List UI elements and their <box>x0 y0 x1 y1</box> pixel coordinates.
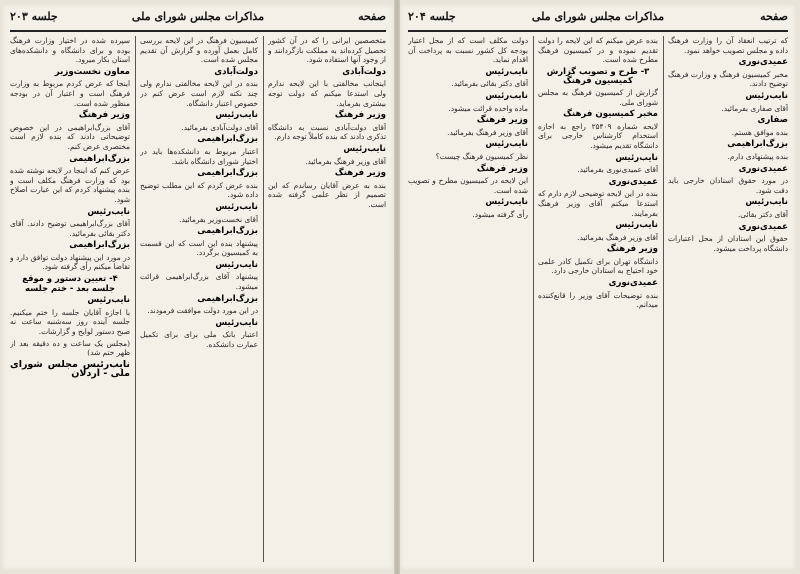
paragraph: دانشگاه تهران برای تکمیل کادر علمی خود احتیاج به استادان خارجی دارد. <box>538 256 658 276</box>
speaker-name: نایب‌رئیس <box>215 259 258 270</box>
speaker-line <box>10 240 130 251</box>
paragraph: آقای صفاری بفرمائید. <box>721 103 788 113</box>
text-column-right <box>268 36 386 562</box>
paragraph: رأی گرفته میشود. <box>472 209 528 219</box>
header-rule <box>408 30 788 32</box>
speaker-name: بزرگ‌ابراهیمی <box>727 139 788 150</box>
paragraph: آقای وزیر فرهنگ بفرمائید. <box>447 127 528 137</box>
left-page <box>2 4 394 570</box>
speaker-name: نایب‌رئیس <box>485 90 528 101</box>
paragraph: اعتبار مربوط به دانشکده‌ها باید در اختیار شورای دانشگاه باشد. <box>140 146 258 166</box>
speaker-line <box>668 57 788 68</box>
text-column-right <box>668 36 788 562</box>
speaker-line <box>10 295 130 306</box>
speaker-name: وزیر فرهنگ <box>476 115 528 126</box>
speaker-name: نایب‌رئیس <box>87 295 130 306</box>
speaker-name: صفاری <box>757 115 788 126</box>
paragraph: مخبر کمیسیون فرهنگ و وزارت فرهنگ توضیح دادند. <box>668 69 788 89</box>
speaker-name: مخبر کمیسیون فرهنگ <box>563 109 658 120</box>
paragraph: با اجازه آقایان جلسه را ختم میکنیم. جلسه آینده روز سه‌شنبه ساعت نه صبح دستور لوایح و گزارشات. <box>10 307 130 337</box>
paragraph: اعتبار بانک ملی برای برای تکمیل عمارت دانشکده. <box>140 330 258 350</box>
speaker-name: نایب‌رئیس <box>215 201 258 212</box>
paragraph: آقای عمیدی‌نوری بفرمائید. <box>577 165 658 175</box>
speaker-name: معاون نخست‌وزیر <box>54 66 130 77</box>
speaker-line <box>10 207 130 218</box>
paragraph: که ترتیب انعقاد آن را وزارت فرهنگ داده و مجلس تصویب خواهد نمود. <box>668 36 788 55</box>
speaker-name: نایب‌رئیس <box>485 197 528 208</box>
page-label: صفحه <box>358 10 386 23</box>
paragraph: آقای دکتر بقائی. <box>737 209 788 219</box>
page-header <box>408 10 788 28</box>
paragraph: این لایحه در کمیسیون مطرح و تصویب شده است. <box>408 176 528 195</box>
text-column-middle <box>140 36 258 562</box>
speaker-line <box>668 91 788 102</box>
closing-signature: نایب‌رئیس مجلس شورای ملی - اردلان <box>10 358 130 380</box>
paragraph: آقای دکتر بقائی بفرمائید. <box>451 79 528 89</box>
page-label: صفحه <box>760 10 788 23</box>
speaker-line <box>408 115 528 126</box>
speaker-name: نایب‌رئیس <box>215 110 258 121</box>
speaker-line <box>538 109 658 120</box>
speaker-line <box>408 139 528 150</box>
speaker-line <box>140 202 258 213</box>
column-divider <box>135 36 136 562</box>
paragraph: در مورد حقوق استادان خارجی باید دقت شود. <box>668 176 788 195</box>
page-header <box>10 10 386 28</box>
speaker-line <box>538 244 658 255</box>
paragraph: بنده در این لایحه توضیحی لازم دارم که استدعا میکنم آقای وزیر فرهنگ بفرمایند. <box>538 189 658 218</box>
speaker-name: وزیر فرهنگ <box>476 163 528 174</box>
paragraph: بنده موافق هستم. <box>731 127 788 137</box>
speaker-line <box>10 110 130 121</box>
paragraph: حقوق این استادان از محل اعتبارات دانشگاه پرداخت میشود. <box>668 234 788 253</box>
speaker-line <box>538 278 658 289</box>
paragraph: اینجا که عرض کردم مربوط به وزارت فرهنگ است و اعتبار آن در بودجه منظور شده است. <box>10 79 130 108</box>
speaker-line <box>668 115 788 126</box>
speaker-line <box>408 67 528 78</box>
speaker-line <box>140 67 258 78</box>
speaker-name: نایب‌رئیس <box>87 206 130 217</box>
speaker-name: عمیدی‌نوری <box>738 221 788 232</box>
speaker-line <box>408 164 528 175</box>
speaker-line <box>140 260 258 271</box>
speaker-name: نایب‌رئیس <box>485 139 528 150</box>
column-divider <box>263 36 264 562</box>
speaker-line <box>538 177 658 188</box>
speaker-line <box>140 318 258 329</box>
speaker-name: وزیر فرهنگ <box>78 110 130 121</box>
speaker-line <box>140 134 258 145</box>
paragraph: دولت مکلف است که از محل اعتبار بودجه کل کشور نسبت به پرداخت آن اقدام نماید. <box>408 36 528 65</box>
speaker-name: بزرگ‌ابراهیمی <box>69 240 130 251</box>
text-column-left <box>408 36 528 562</box>
speaker-line <box>668 222 788 233</box>
paragraph: کمیسیون فرهنگ در این لایحه بررسی کامل بعمل آورده و گزارش آن تقدیم مجلس شده است. <box>140 36 258 65</box>
paragraph: ماده واحده قرائت میشود. <box>448 103 528 113</box>
speaker-name: عمیدی‌نوری <box>608 278 658 289</box>
speaker-name: نایب‌رئیس <box>615 220 658 231</box>
speaker-name: دولت‌آبادی <box>214 66 258 77</box>
speaker-line <box>10 67 130 78</box>
paragraph: آقای نخست‌وزیر بفرمائید. <box>179 214 258 224</box>
speaker-name: عمیدی‌نوری <box>738 163 788 174</box>
speaker-line <box>668 197 788 208</box>
speaker-name: بزرگ‌ابراهیمی <box>197 226 258 237</box>
speaker-name: نایب‌رئیس <box>485 66 528 77</box>
paragraph: آقای دولت‌آبادی نسبت به دانشگاه تذکری دادند که بنده کاملاً توجه دارم. <box>268 122 386 142</box>
paragraph: آقای بزرگ‌ابراهیمی توضیح دادند. آقای دکتر بقائی بفرمائید. <box>10 219 130 238</box>
paragraph: لایحه شماره ۲۵۴۰۹ راجع به اجازه استخدام کارشناس خارجی برای دانشگاه تقدیم میشود. <box>538 121 658 150</box>
speaker-name: وزیر فرهنگ <box>334 168 386 179</box>
paragraph: بنده به عرض آقایان رساندم که این تصمیم از نظر علمی گرفته شده است. <box>268 180 386 209</box>
session-number: جلسه ۲۰۳ <box>10 10 58 23</box>
paragraph: اینجانب مخالفتی با این لایحه ندارم ولی استدعا میکنم که دولت توجه بیشتری بفرماید. <box>268 79 386 108</box>
paragraph: نظر کمیسیون فرهنگ چیست؟ <box>435 151 528 161</box>
speaker-name: بزرگ‌ابراهیمی <box>69 153 130 164</box>
column-divider <box>663 36 664 562</box>
speaker-name: نایب‌رئیس <box>745 197 788 208</box>
speaker-line <box>268 144 386 155</box>
speaker-line <box>538 220 658 231</box>
speaker-line <box>668 164 788 175</box>
speaker-line <box>140 226 258 237</box>
speaker-line <box>268 110 386 121</box>
paragraph: بنده توضیحات آقای وزیر را قانع‌کننده میدانم. <box>538 290 658 310</box>
session-number: جلسه ۲۰۴ <box>408 10 456 23</box>
speaker-name: وزیر فرهنگ <box>334 110 386 121</box>
speaker-line <box>268 168 386 179</box>
paragraph: پیشنهاد بنده این است که این قسمت به کمیسیون برگردد. <box>140 238 258 258</box>
speaker-name: عمیدی‌نوری <box>608 176 658 187</box>
paragraph: متخصصین ایرانی را که در آن کشور تحصیل کرده‌اند به مملکت بازگردانند و از وجود آنها استفاده شود. <box>268 36 386 65</box>
paragraph: پیشنهاد آقای بزرگ‌ابراهیمی قرائت میشود. <box>140 272 258 292</box>
speaker-line <box>140 294 258 305</box>
speaker-line <box>668 139 788 150</box>
paragraph: آقای دولت‌آبادی بفرمائید. <box>181 122 258 132</box>
paragraph: گزارش از کمیسیون فرهنگ به مجلس شورای ملی. <box>538 87 658 107</box>
speaker-name: بزرگ‌ابراهیمی <box>197 293 258 304</box>
page-title: مذاکرات مجلس شورای ملی <box>531 10 665 23</box>
speaker-line <box>408 197 528 208</box>
speaker-name: نایب‌رئیس <box>215 317 258 328</box>
paragraph: بنده در این لایحه مخالفتی ندارم ولی چند نکته لازم است عرض کنم در خصوص اعتبار دانشگاه. <box>140 79 258 108</box>
speaker-name: عمیدی‌نوری <box>738 57 788 68</box>
header-rule <box>10 30 386 32</box>
paragraph: بنده عرض کردم که این مطلب توضیح داده شود. <box>140 180 258 200</box>
paragraph: بنده عرض میکنم که این لایحه را دولت تقدیم نموده و در کمیسیون فرهنگ مطرح شده است. <box>538 36 658 65</box>
speaker-line <box>268 67 386 78</box>
speaker-name: نایب‌رئیس <box>615 152 658 163</box>
column-divider <box>533 36 534 562</box>
paragraph: آقای وزیر فرهنگ بفرمائید. <box>577 232 658 242</box>
text-column-left <box>10 36 130 562</box>
paragraph: بنده پیشنهادی دارم. <box>727 151 788 161</box>
paragraph: (مجلس یک ساعت و ده دقیقه بعد از ظهر ختم شد) <box>10 338 130 358</box>
speaker-line <box>140 168 258 179</box>
paragraph: آقای بزرگ‌ابراهیمی در این خصوص توضیحاتی دادند که بنده لازم است مختصری عرض کنم. <box>10 122 130 151</box>
section-heading: ۳- طرح و تصویب گزارش کمیسیون فرهنگ <box>546 65 650 86</box>
page-title: مذاکرات مجلس شورای ملی <box>131 10 265 23</box>
speaker-name: بزرگ‌ابراهیمی <box>197 134 258 145</box>
paragraph: در این مورد دولت موافقت فرمودند. <box>147 306 258 316</box>
speaker-line <box>538 153 658 164</box>
paragraph: عرض کنم که اینجا در لایحه نوشته شده بود که وزارت فرهنگ مکلف است و بنده پیشنهاد کردم که این عبارت اصلاح شود. <box>10 166 130 204</box>
section-heading: ۴- تعیین دستور و موقع جلسه بعد - ختم جلسه <box>22 273 118 293</box>
text-column-middle <box>538 36 658 562</box>
paragraph: سپرده شده در اختیار وزارت فرهنگ بوده و برای دانشگاه و دانشکده‌های استان بکار میرود. <box>10 36 130 65</box>
speaker-line <box>408 91 528 102</box>
paragraph: آقای وزیر فرهنگ بفرمائید. <box>305 156 386 166</box>
speaker-name: بزرگ‌ابراهیمی <box>197 168 258 179</box>
speaker-name: نایب‌رئیس <box>343 143 386 154</box>
speaker-name: وزیر فرهنگ <box>606 244 658 255</box>
right-page <box>400 4 796 570</box>
speaker-line <box>10 154 130 165</box>
speaker-name: نایب‌رئیس <box>745 90 788 101</box>
speaker-name: دولت‌آبادی <box>342 66 386 77</box>
paragraph: در مورد این پیشنهاد دولت توافق دارد و تقاضا میکنم رأی گرفته شود. <box>10 252 130 272</box>
speaker-line <box>140 110 258 121</box>
